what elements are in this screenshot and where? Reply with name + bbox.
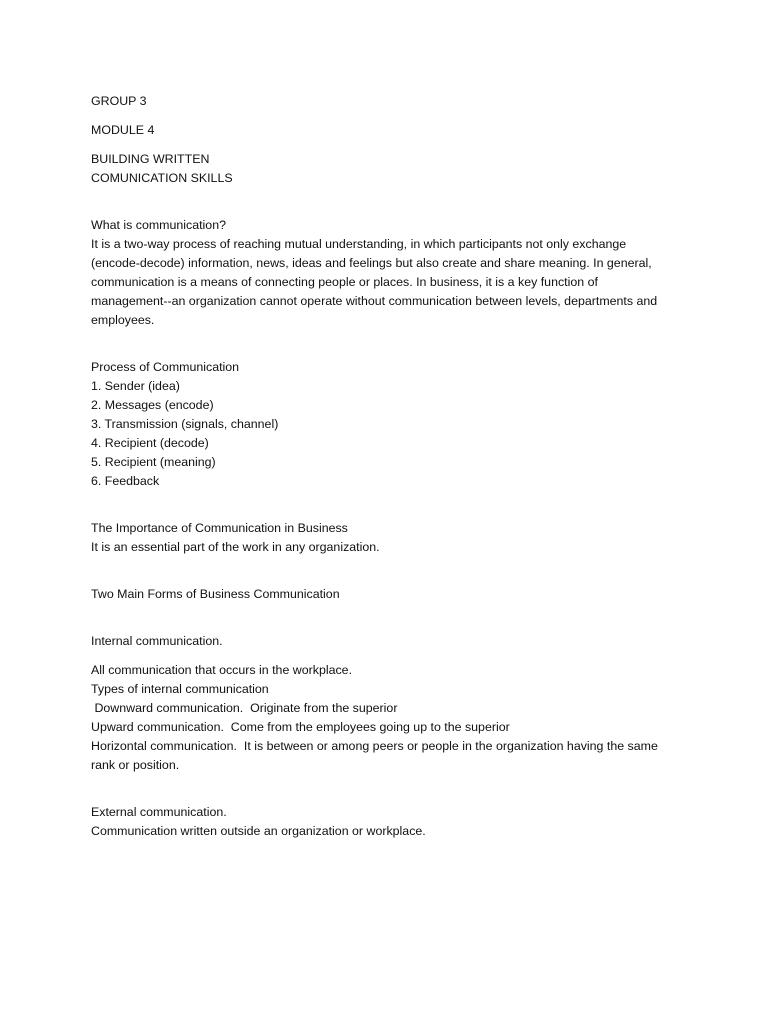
paragraph-line: management--an organization cannot operate without communication between levels, departments and [91,294,658,308]
paragraph-line: rank or position. [91,758,180,772]
title-line: BUILDING WRITTEN [91,152,210,166]
document-title [91,150,691,188]
section-heading: Process of Communication [91,360,240,374]
paragraph-line: It is an essential part of the work in any organization. [91,540,380,554]
section-heading: Two Main Forms of Business Communication [91,587,340,601]
paragraph-line: communication is a means of connecting people or places. In business, it is a key function of [91,275,598,289]
internal-section [91,661,691,775]
paragraph-line: Types of internal communication [91,682,269,696]
module-label: MODULE 4 [91,123,155,137]
list-item: 1. Sender (idea) [91,379,180,393]
paragraph-line: Horizontal communication. It is between or among peers or people in the organization having the same [91,739,658,753]
list-item: 6. Feedback [91,474,160,488]
paragraph-line: All communication that occurs in the workplace. [91,663,353,677]
paragraph-line: Downward communication. Originate from the superior [91,701,398,715]
paragraph-line: (encode-decode) information, news, ideas and feelings but also create and share meaning. In general, [91,256,652,270]
list-item: 2. Messages (encode) [91,398,214,412]
list-item: 3. Transmission (signals, channel) [91,417,279,431]
group-label: GROUP 3 [91,94,147,108]
paragraph-line: Communication written outside an organization or workplace. [91,824,426,838]
process-section [91,358,691,491]
title-line: COMUNICATION SKILLS [91,171,233,185]
section-heading: What is communication? [91,218,226,232]
what-is-communication-section [91,216,691,330]
subsection-heading: External communication. [91,805,227,819]
paragraph-line: It is a two-way process of reaching mutual understanding, in which participants not only exchange [91,237,627,251]
document-page [91,92,691,841]
importance-section [91,519,691,557]
list-item: 4. Recipient (decode) [91,436,209,450]
paragraph-line: Upward communication. Come from the employees going up to the superior [91,720,510,734]
subsection-heading: Internal communication. [91,634,223,648]
external-section [91,803,691,841]
list-item: 5. Recipient (meaning) [91,455,216,469]
section-heading: The Importance of Communication in Business [91,521,348,535]
paragraph-line: employees. [91,313,155,327]
